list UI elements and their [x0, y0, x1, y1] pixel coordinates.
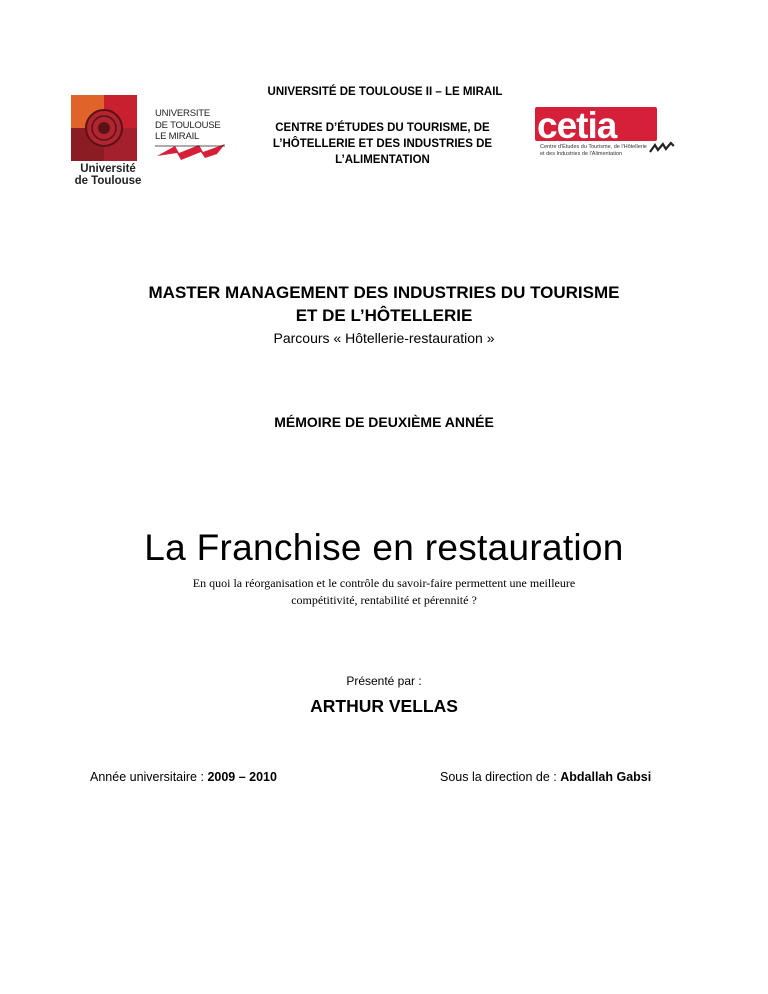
- cetia-subtitle-line: et des Industries de l'Alimentation: [540, 151, 623, 157]
- university-header: UNIVERSITÉ DE TOULOUSE II – LE MIRAIL: [267, 86, 503, 98]
- ut-seal-icon: [84, 108, 124, 148]
- academic-year-value: 2009 – 2010: [207, 770, 277, 784]
- supervision: [440, 770, 651, 784]
- ut-logo-text: [66, 163, 150, 187]
- ut-logo-emblem: [71, 95, 137, 161]
- academic-year: [90, 770, 277, 784]
- mirail-logo: [155, 108, 235, 164]
- thesis-title: La Franchise en restauration: [144, 527, 624, 568]
- centre-header-line: CENTRE D’ÉTUDES DU TOURISME, DE: [275, 122, 490, 134]
- ut-logo-line: Université: [80, 163, 136, 175]
- cetia-logo: [535, 107, 675, 158]
- director-name: Abdallah Gabsi: [560, 770, 652, 784]
- centre-header-line: L’ALIMENTATION: [335, 154, 430, 166]
- mirail-swoosh-icon: [155, 142, 237, 164]
- mirail-logo-line: DE TOULOUSE: [155, 119, 221, 131]
- cetia-wordmark: cetia: [535, 107, 657, 141]
- mirail-logo-text: [155, 108, 235, 143]
- parcours-label: Parcours « Hôtellerie-restauration »: [273, 330, 495, 346]
- mirail-logo-line: LE MIRAIL: [155, 131, 200, 142]
- master-title-line: MASTER MANAGEMENT DES INDUSTRIES DU TOURISME: [148, 283, 620, 302]
- presented-by-label: Présenté par :: [346, 674, 422, 688]
- thesis-subtitle: [100, 575, 668, 609]
- cetia-zigzag-icon: [649, 141, 675, 155]
- cetia-subtitle-line: Centre d'Études du Tourisme, de l'Hôtellerie: [540, 144, 647, 150]
- supervision-label: Sous la direction de :: [440, 770, 561, 784]
- memoire-label: MÉMOIRE DE DEUXIÈME ANNÉE: [274, 414, 494, 430]
- ut-logo-line: de Toulouse: [74, 175, 142, 187]
- thesis-subtitle-line: compétitivité, rentabilité et pérennité ?: [291, 593, 477, 607]
- centre-header-line: L’HÔTELLERIE ET DES INDUSTRIES DE: [272, 138, 493, 150]
- academic-year-label: Année universitaire :: [90, 770, 208, 784]
- author-name: ARTHUR VELLAS: [310, 696, 458, 716]
- mirail-logo-line: UNIVERSITE: [155, 108, 211, 119]
- universite-de-toulouse-logo: [66, 95, 150, 187]
- master-title: [60, 281, 708, 327]
- centre-header: [255, 120, 510, 168]
- master-title-line: ET DE L’HÔTELLERIE: [295, 306, 473, 325]
- cetia-logo-subtitle: [540, 144, 649, 158]
- thesis-subtitle-line: En quoi la réorganisation et le contrôle du savoir-faire permettent une meilleure: [192, 576, 576, 590]
